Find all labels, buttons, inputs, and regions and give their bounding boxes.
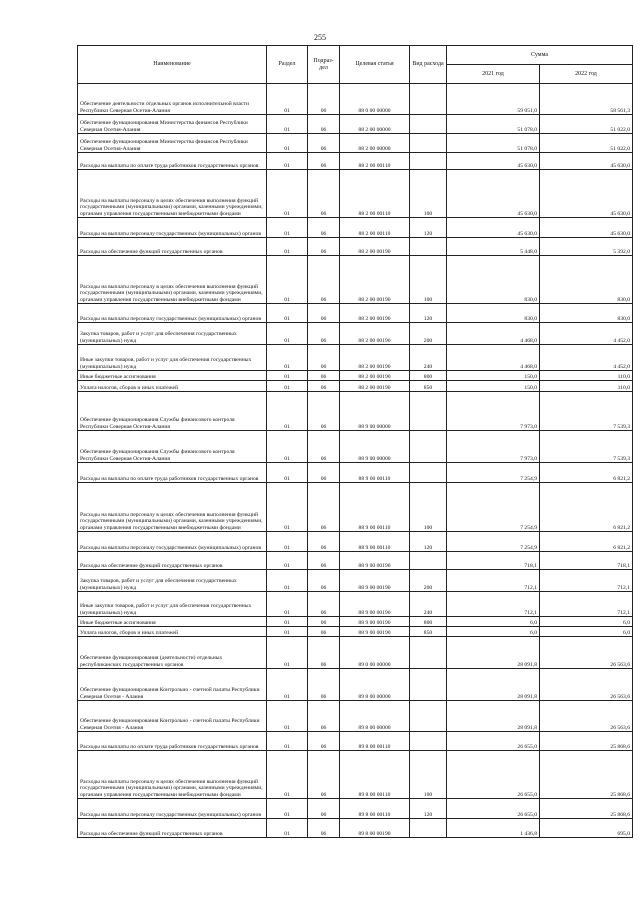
row-sum-2022: 6 821,2 (540, 483, 633, 532)
row-sum-2022: 26 563,6 (540, 701, 633, 732)
row-section: 01 (267, 669, 308, 701)
row-sum-2022: 830,0 (540, 256, 633, 304)
row-exp-type: 100 (410, 170, 447, 218)
row-sum-2022: 712,1 (540, 570, 633, 592)
row-target: 88 0 00 00000 (340, 84, 410, 115)
row-section: 01 (267, 637, 308, 669)
table-row (78, 732, 633, 751)
row-subsection: 06 (308, 323, 340, 345)
row-sum-2022: 45 630,0 (540, 153, 633, 170)
row-sum-2021: 45 630,0 (447, 218, 540, 238)
row-exp-type: 240 (410, 592, 447, 617)
row-section: 01 (267, 570, 308, 592)
table-row (78, 115, 633, 134)
row-subsection: 06 (308, 617, 340, 627)
table-row (78, 669, 633, 701)
row-sum-2022: 4 452,0 (540, 345, 633, 371)
row-exp-type (410, 669, 447, 701)
row-target: 88 9 00 00110 (340, 483, 410, 532)
row-name: Обеспечение функционирования Контрольно - счетной палаты Республики Северная Осетия - Алания (78, 669, 267, 701)
row-exp-type: 120 (410, 532, 447, 552)
table-row (78, 592, 633, 617)
row-name: Иные закупки товаров, работ и услуг для обеспечения государственных (муниципальных) нужд (78, 345, 267, 371)
row-name: Уплата налогов, сборов и иных платежей (78, 381, 267, 392)
row-target: 89 8 00 00000 (340, 701, 410, 732)
row-target: 88 2 00 00190 (340, 345, 410, 371)
row-target: 89 8 00 00110 (340, 799, 410, 819)
row-section: 01 (267, 552, 308, 570)
row-subsection: 06 (308, 637, 340, 669)
table-row (78, 431, 633, 463)
row-sum-2022: 110,0 (540, 381, 633, 392)
row-sum-2022: 6,0 (540, 627, 633, 637)
row-subsection: 06 (308, 532, 340, 552)
row-target: 88 2 00 00110 (340, 153, 410, 170)
row-section: 01 (267, 819, 308, 838)
row-target: 88 9 00 00000 (340, 392, 410, 431)
row-subsection: 06 (308, 701, 340, 732)
row-sum-2021: 28 091,8 (447, 637, 540, 669)
row-name: Расходы на выплаты персоналу государственных (муниципальных) органов (78, 532, 267, 552)
row-exp-type (410, 238, 447, 256)
row-name: Расходы на обеспечение функций государственных органов (78, 819, 267, 838)
table-row (78, 799, 633, 819)
row-target: 88 9 00 00000 (340, 431, 410, 463)
row-sum-2022: 6 821,2 (540, 463, 633, 483)
row-section: 01 (267, 170, 308, 218)
row-subsection: 06 (308, 218, 340, 238)
row-exp-type: 100 (410, 483, 447, 532)
row-section: 01 (267, 483, 308, 532)
row-target: 89 8 00 00000 (340, 669, 410, 701)
row-target: 88 2 00 00110 (340, 218, 410, 238)
row-subsection: 06 (308, 256, 340, 304)
row-section: 01 (267, 701, 308, 732)
row-subsection: 06 (308, 570, 340, 592)
row-target: 88 9 00 00110 (340, 532, 410, 552)
row-name: Обеспечение функционирования Министерства финансов Республики Северная Осетия-Алания (78, 134, 267, 153)
row-sum-2022: 110,0 (540, 371, 633, 381)
row-name: Расходы на выплаты по оплате труда работников государственных органов (78, 732, 267, 751)
row-sum-2022: 5 392,0 (540, 238, 633, 256)
row-section: 01 (267, 592, 308, 617)
header-target: Целевая статья (340, 46, 410, 84)
row-sum-2022: 695,0 (540, 819, 633, 838)
row-sum-2022: 6,0 (540, 617, 633, 627)
row-name: Закупка товаров, работ и услуг для обеспечения государственных (муниципальных) нужд (78, 570, 267, 592)
row-name: Расходы на выплаты персоналу в целях обеспечения выполнения функций государственными (муниципальными) органами, казенными учреждениями, органами управления государственными внебюджетными фондами (78, 256, 267, 304)
row-exp-type: 100 (410, 256, 447, 304)
row-subsection: 06 (308, 371, 340, 381)
row-section: 01 (267, 371, 308, 381)
table-row (78, 153, 633, 170)
row-name: Расходы на выплаты персоналу в целях обеспечения выполнения функций государственными (муниципальными) органами, казенными учреждениями, органами управления государственными внебюджетными фондами (78, 483, 267, 532)
row-name: Обеспечение функционирования Министерства финансов Республики Северная Осетия-Алания (78, 115, 267, 134)
row-name: Расходы на выплаты по оплате труда работников государственных органов (78, 463, 267, 483)
row-target: 89 8 00 00110 (340, 732, 410, 751)
row-exp-type: 100 (410, 751, 447, 799)
row-exp-type: 200 (410, 323, 447, 345)
row-name: Расходы на обеспечение функций государственных органов (78, 552, 267, 570)
table-row (78, 617, 633, 627)
row-sum-2021: 712,1 (447, 592, 540, 617)
table-row (78, 751, 633, 799)
row-exp-type (410, 552, 447, 570)
row-subsection: 06 (308, 627, 340, 637)
row-target: 88 2 00 00000 (340, 115, 410, 134)
row-section: 01 (267, 799, 308, 819)
row-section: 01 (267, 431, 308, 463)
row-exp-type: 850 (410, 627, 447, 637)
row-section: 01 (267, 323, 308, 345)
row-subsection: 06 (308, 799, 340, 819)
row-exp-type (410, 701, 447, 732)
row-sum-2021: 6,0 (447, 617, 540, 627)
row-section: 01 (267, 627, 308, 637)
row-sum-2022: 45 630,0 (540, 170, 633, 218)
row-sum-2022: 6 821,2 (540, 532, 633, 552)
header-2021: 2021 год (447, 65, 540, 84)
row-exp-type: 200 (410, 570, 447, 592)
row-exp-type (410, 732, 447, 751)
row-exp-type: 120 (410, 304, 447, 323)
row-target: 88 2 00 00190 (340, 256, 410, 304)
header-name: Наименование (78, 46, 267, 84)
row-target: 88 9 00 00190 (340, 552, 410, 570)
row-sum-2021: 7 973,0 (447, 431, 540, 463)
table-row (78, 637, 633, 669)
row-exp-type (410, 392, 447, 431)
row-target: 88 2 00 00000 (340, 134, 410, 153)
row-subsection: 06 (308, 304, 340, 323)
row-sum-2022: 7 539,3 (540, 392, 633, 431)
row-target: 89 8 00 00190 (340, 819, 410, 838)
row-sum-2022: 830,0 (540, 304, 633, 323)
row-target: 88 2 00 00190 (340, 371, 410, 381)
row-exp-type (410, 153, 447, 170)
row-section: 01 (267, 153, 308, 170)
row-subsection: 06 (308, 84, 340, 115)
row-target: 89 0 00 00000 (340, 637, 410, 669)
row-sum-2021: 830,0 (447, 256, 540, 304)
row-subsection: 06 (308, 170, 340, 218)
table-row (78, 170, 633, 218)
row-target: 88 2 00 00190 (340, 304, 410, 323)
row-sum-2021: 51 078,0 (447, 134, 540, 153)
table-row (78, 701, 633, 732)
row-subsection: 06 (308, 153, 340, 170)
row-name: Иные бюджетные ассигнования (78, 371, 267, 381)
row-sum-2022: 25 868,6 (540, 751, 633, 799)
row-exp-type (410, 637, 447, 669)
table-row (78, 304, 633, 323)
row-target: 88 2 00 00190 (340, 381, 410, 392)
table-row (78, 256, 633, 304)
row-sum-2021: 45 630,0 (447, 153, 540, 170)
row-sum-2021: 28 091,8 (447, 669, 540, 701)
row-target: 88 9 00 00190 (340, 570, 410, 592)
row-target: 88 9 00 00190 (340, 592, 410, 617)
table-row (78, 570, 633, 592)
row-sum-2021: 830,0 (447, 304, 540, 323)
row-subsection: 06 (308, 238, 340, 256)
row-exp-type (410, 463, 447, 483)
row-sum-2022: 26 563,6 (540, 637, 633, 669)
row-sum-2021: 7 254,9 (447, 532, 540, 552)
row-name: Расходы на выплаты по оплате труда работников государственных органов (78, 153, 267, 170)
row-target: 88 2 00 00110 (340, 170, 410, 218)
row-name: Закупка товаров, работ и услуг для обеспечения государственных (муниципальных) нужд (78, 323, 267, 345)
row-name: Расходы на обеспечение функций государственных органов (78, 238, 267, 256)
table-row (78, 532, 633, 552)
row-exp-type (410, 115, 447, 134)
row-sum-2021: 7 254,9 (447, 483, 540, 532)
header-exp-type: Вид расхода (410, 46, 447, 84)
row-name: Расходы на выплаты персоналу в целях обеспечения выполнения функций государственными (муниципальными) органами, казенными учреждениями, органами управления государственными внебюджетными фондами (78, 751, 267, 799)
row-sum-2022: 25 868,6 (540, 799, 633, 819)
row-sum-2021: 51 078,0 (447, 115, 540, 134)
table-row (78, 627, 633, 637)
row-sum-2021: 59 051,0 (447, 84, 540, 115)
row-subsection: 06 (308, 751, 340, 799)
table-row (78, 463, 633, 483)
row-exp-type (410, 84, 447, 115)
row-exp-type: 800 (410, 371, 447, 381)
page-number: 255 (314, 33, 326, 42)
row-exp-type: 120 (410, 218, 447, 238)
row-target: 88 9 00 00190 (340, 617, 410, 627)
row-section: 01 (267, 345, 308, 371)
row-target: 88 9 00 00190 (340, 627, 410, 637)
table-row (78, 84, 633, 115)
table-row (78, 381, 633, 392)
row-section: 01 (267, 392, 308, 431)
header-subsection: Подраз-дел (308, 46, 340, 84)
row-sum-2021: 6,0 (447, 627, 540, 637)
row-subsection: 06 (308, 134, 340, 153)
row-section: 01 (267, 134, 308, 153)
row-sum-2021: 150,0 (447, 371, 540, 381)
row-name: Уплата налогов, сборов и иных платежей (78, 627, 267, 637)
row-sum-2021: 7 973,0 (447, 392, 540, 431)
row-exp-type: 120 (410, 799, 447, 819)
row-section: 01 (267, 238, 308, 256)
row-sum-2021: 26 655,0 (447, 732, 540, 751)
row-exp-type (410, 431, 447, 463)
row-sum-2022: 26 563,6 (540, 669, 633, 701)
table-row (78, 218, 633, 238)
header-sum: Сумма (447, 46, 633, 65)
row-sum-2022: 712,1 (540, 592, 633, 617)
row-sum-2022: 51 022,0 (540, 134, 633, 153)
row-subsection: 06 (308, 392, 340, 431)
row-section: 01 (267, 532, 308, 552)
row-sum-2022: 4 452,0 (540, 323, 633, 345)
row-sum-2022: 45 630,0 (540, 218, 633, 238)
table-row (78, 345, 633, 371)
row-sum-2021: 712,1 (447, 570, 540, 592)
row-exp-type: 850 (410, 381, 447, 392)
row-section: 01 (267, 463, 308, 483)
row-sum-2021: 5 448,0 (447, 238, 540, 256)
table-row (78, 323, 633, 345)
row-subsection: 06 (308, 552, 340, 570)
row-name: Обеспечение функционирования (деятельности) отдельных республиканских государственных органов (78, 637, 267, 669)
row-name: Расходы на выплаты персоналу государственных (муниципальных) органов (78, 218, 267, 238)
row-section: 01 (267, 381, 308, 392)
row-name: Обеспечение деятельности отдельных органов исполнительной власти Республики Северная Осетия-Алания (78, 84, 267, 115)
row-subsection: 06 (308, 463, 340, 483)
row-sum-2021: 4 468,0 (447, 323, 540, 345)
row-name: Иные закупки товаров, работ и услуг для обеспечения государственных (муниципальных) нужд (78, 592, 267, 617)
row-sum-2021: 28 091,8 (447, 701, 540, 732)
row-name: Обеспечение функционирования Службы финансового контроля Республики Северная Осетия-Алания (78, 431, 267, 463)
row-section: 01 (267, 218, 308, 238)
row-subsection: 06 (308, 819, 340, 838)
row-section: 01 (267, 751, 308, 799)
row-subsection: 06 (308, 431, 340, 463)
row-target: 88 9 00 00110 (340, 463, 410, 483)
row-section: 01 (267, 732, 308, 751)
table-row (78, 392, 633, 431)
table-body (78, 84, 633, 838)
row-sum-2022: 718,1 (540, 552, 633, 570)
row-name: Обеспечение функционирования Контрольно - счетной палаты Республики Северная Осетия - Алания (78, 701, 267, 732)
row-name: Расходы на выплаты персоналу в целях обеспечения выполнения функций государственными (муниципальными) органами, казенными учреждениями, органами управления государственными внебюджетными фондами (78, 170, 267, 218)
row-sum-2021: 45 630,0 (447, 170, 540, 218)
row-sum-2021: 4 468,0 (447, 345, 540, 371)
row-subsection: 06 (308, 345, 340, 371)
row-exp-type (410, 819, 447, 838)
row-section: 01 (267, 115, 308, 134)
header-section: Раздел (267, 46, 308, 84)
row-target: 88 2 00 00190 (340, 238, 410, 256)
row-section: 01 (267, 617, 308, 627)
table-row (78, 238, 633, 256)
table-row (78, 134, 633, 153)
row-sum-2021: 1 436,8 (447, 819, 540, 838)
row-section: 01 (267, 84, 308, 115)
row-exp-type (410, 134, 447, 153)
row-sum-2021: 26 655,0 (447, 751, 540, 799)
row-subsection: 06 (308, 381, 340, 392)
row-subsection: 06 (308, 732, 340, 751)
row-section: 01 (267, 304, 308, 323)
row-subsection: 06 (308, 483, 340, 532)
row-section: 01 (267, 256, 308, 304)
row-subsection: 06 (308, 115, 340, 134)
row-subsection: 06 (308, 669, 340, 701)
row-sum-2022: 51 022,0 (540, 115, 633, 134)
row-sum-2022: 7 539,3 (540, 431, 633, 463)
row-exp-type: 240 (410, 345, 447, 371)
row-sum-2021: 150,0 (447, 381, 540, 392)
row-name: Расходы на выплаты персоналу государственных (муниципальных) органов (78, 304, 267, 323)
table-row (78, 552, 633, 570)
row-name: Иные бюджетные ассигнования (78, 617, 267, 627)
table-row (78, 819, 633, 838)
row-name: Расходы на выплаты персоналу государственных (муниципальных) органов (78, 799, 267, 819)
table-row (78, 371, 633, 381)
row-sum-2021: 718,1 (447, 552, 540, 570)
row-name: Обеспечение функционирования Службы финансового контроля Республики Северная Осетия-Алания (78, 392, 267, 431)
row-subsection: 06 (308, 592, 340, 617)
row-exp-type: 800 (410, 617, 447, 627)
row-sum-2022: 58 561,3 (540, 84, 633, 115)
row-sum-2022: 25 868,6 (540, 732, 633, 751)
row-sum-2021: 26 655,0 (447, 799, 540, 819)
table-row (78, 483, 633, 532)
header-2022: 2022 год (540, 65, 633, 84)
row-sum-2021: 7 254,9 (447, 463, 540, 483)
budget-table (77, 45, 633, 838)
row-target: 88 2 00 00190 (340, 323, 410, 345)
row-target: 89 8 00 00110 (340, 751, 410, 799)
